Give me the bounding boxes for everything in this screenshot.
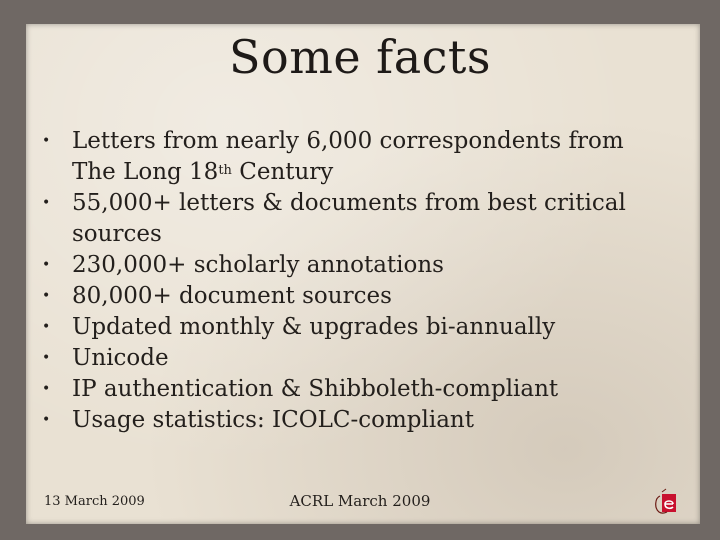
list-item: • 80,000+ document sources (42, 281, 662, 312)
facts-list (42, 126, 662, 436)
list-item: • Unicode (42, 343, 662, 374)
slide-title: Some facts (229, 30, 491, 84)
superscript: th (218, 163, 232, 178)
list-item: • 55,000+ letters & documents from best critical sources (42, 188, 662, 250)
list-item: • 230,000+ scholarly annotations (42, 250, 662, 281)
footer-event: ACRL March 2009 (289, 492, 431, 510)
footer-date: 13 March 2009 (44, 494, 145, 509)
electronic-enlightenment-logo-icon (652, 488, 678, 516)
list-item (42, 126, 662, 188)
bullet-text-part: Century (231, 159, 334, 185)
bullet-text-part: Letters from nearly 6,000 correspondents from The Long 18 (72, 128, 624, 185)
list-item: • Updated monthly & upgrades bi-annually (42, 312, 662, 343)
list-item: • IP authentication & Shibboleth-compliant (42, 374, 662, 405)
list-item: • Usage statistics: ICOLC-compliant (42, 405, 662, 436)
